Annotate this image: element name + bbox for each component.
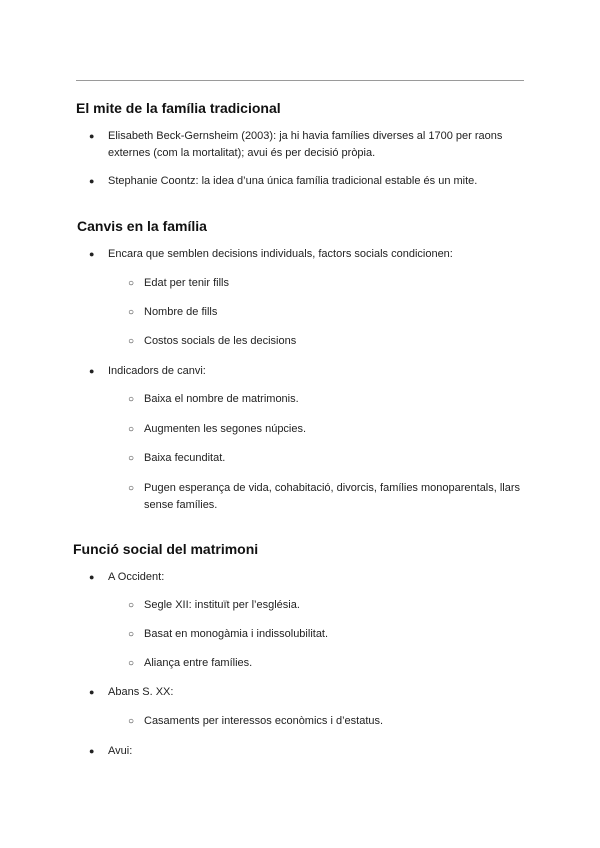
- list-item-text: Avui:: [108, 745, 133, 757]
- sub-list-item: [128, 421, 528, 438]
- list-item: [89, 246, 528, 263]
- list-item-text: Elisabeth Beck-Gernsheim (2003): ja hi havia famílies diverses al 1700 per raons externes (com la mortalitat); avui és per decisió pròpia.: [108, 130, 503, 159]
- hollow-bullet-icon: ○: [128, 483, 135, 494]
- sub-list-item: [128, 713, 528, 730]
- sub-list-item-text: Costos socials de les decisions: [144, 335, 297, 347]
- sub-list-item: [128, 304, 528, 321]
- filled-bullet-icon: ●: [89, 746, 95, 756]
- sub-list-item-text: Nombre de fills: [144, 306, 218, 318]
- hollow-bullet-icon: ○: [128, 658, 135, 669]
- hollow-bullet-icon: ○: [128, 336, 135, 347]
- list-item-text: Encara que semblen decisions individuals, factors socials condicionen:: [108, 248, 453, 260]
- sub-list-item: [128, 275, 528, 292]
- hollow-bullet-icon: ○: [128, 307, 135, 318]
- filled-bullet-icon: ●: [89, 176, 95, 186]
- sub-list-item: [128, 480, 528, 514]
- section-heading: El mite de la família tradicional: [76, 100, 281, 116]
- hollow-bullet-icon: ○: [128, 278, 135, 289]
- hollow-bullet-icon: ○: [128, 716, 135, 727]
- list-item-text: A Occident:: [108, 571, 165, 583]
- hollow-bullet-icon: ○: [128, 629, 135, 640]
- list-item: [89, 569, 528, 586]
- filled-bullet-icon: ●: [89, 687, 95, 697]
- sub-list-item-text: Baixa fecunditat.: [144, 452, 226, 464]
- sub-list-item-text: Aliança entre famílies.: [144, 657, 253, 669]
- filled-bullet-icon: ●: [89, 572, 95, 582]
- hollow-bullet-icon: ○: [128, 600, 135, 611]
- filled-bullet-icon: ●: [89, 249, 95, 259]
- sub-list-item-text: Segle XII: instituït per l’església.: [144, 599, 300, 611]
- section-heading: Canvis en la família: [77, 218, 207, 234]
- sub-list-item-text: Augmenten les segones núpcies.: [144, 423, 307, 435]
- filled-bullet-icon: ●: [89, 131, 95, 141]
- sub-list-item: [128, 626, 528, 643]
- list-item: [89, 128, 528, 162]
- hollow-bullet-icon: ○: [128, 424, 135, 435]
- section-heading: Funció social del matrimoni: [73, 541, 259, 557]
- list-item: [89, 363, 528, 380]
- sub-list-item-text: Basat en monogàmia i indissolubilitat.: [144, 628, 329, 640]
- list-item-text: Abans S. XX:: [108, 686, 174, 698]
- list-item: [89, 684, 528, 701]
- list-item-text: Stephanie Coontz: la idea d’una única família tradicional estable és un mite.: [108, 175, 478, 187]
- sub-list-item: [128, 597, 528, 614]
- sub-list-item-text: Edat per tenir fills: [144, 277, 229, 289]
- sub-list-item-text: Casaments per interessos econòmics i d’estatus.: [144, 715, 384, 727]
- list-item: [89, 743, 528, 760]
- sub-list-item: [128, 333, 528, 350]
- list-item-text: Indicadors de canvi:: [108, 365, 206, 377]
- sub-list-item-text: Pugen esperança de vida, cohabitació, divorcis, famílies monoparentals, llars sense famílies.: [144, 482, 521, 511]
- hollow-bullet-icon: ○: [128, 394, 135, 405]
- horizontal-rule: [76, 80, 524, 81]
- sub-list-item: [128, 655, 528, 672]
- sub-list-item: [128, 391, 528, 408]
- hollow-bullet-icon: ○: [128, 453, 135, 464]
- sub-list-item: [128, 450, 528, 467]
- list-item: [89, 173, 528, 190]
- sub-list-item-text: Baixa el nombre de matrimonis.: [144, 393, 299, 405]
- filled-bullet-icon: ●: [89, 366, 95, 376]
